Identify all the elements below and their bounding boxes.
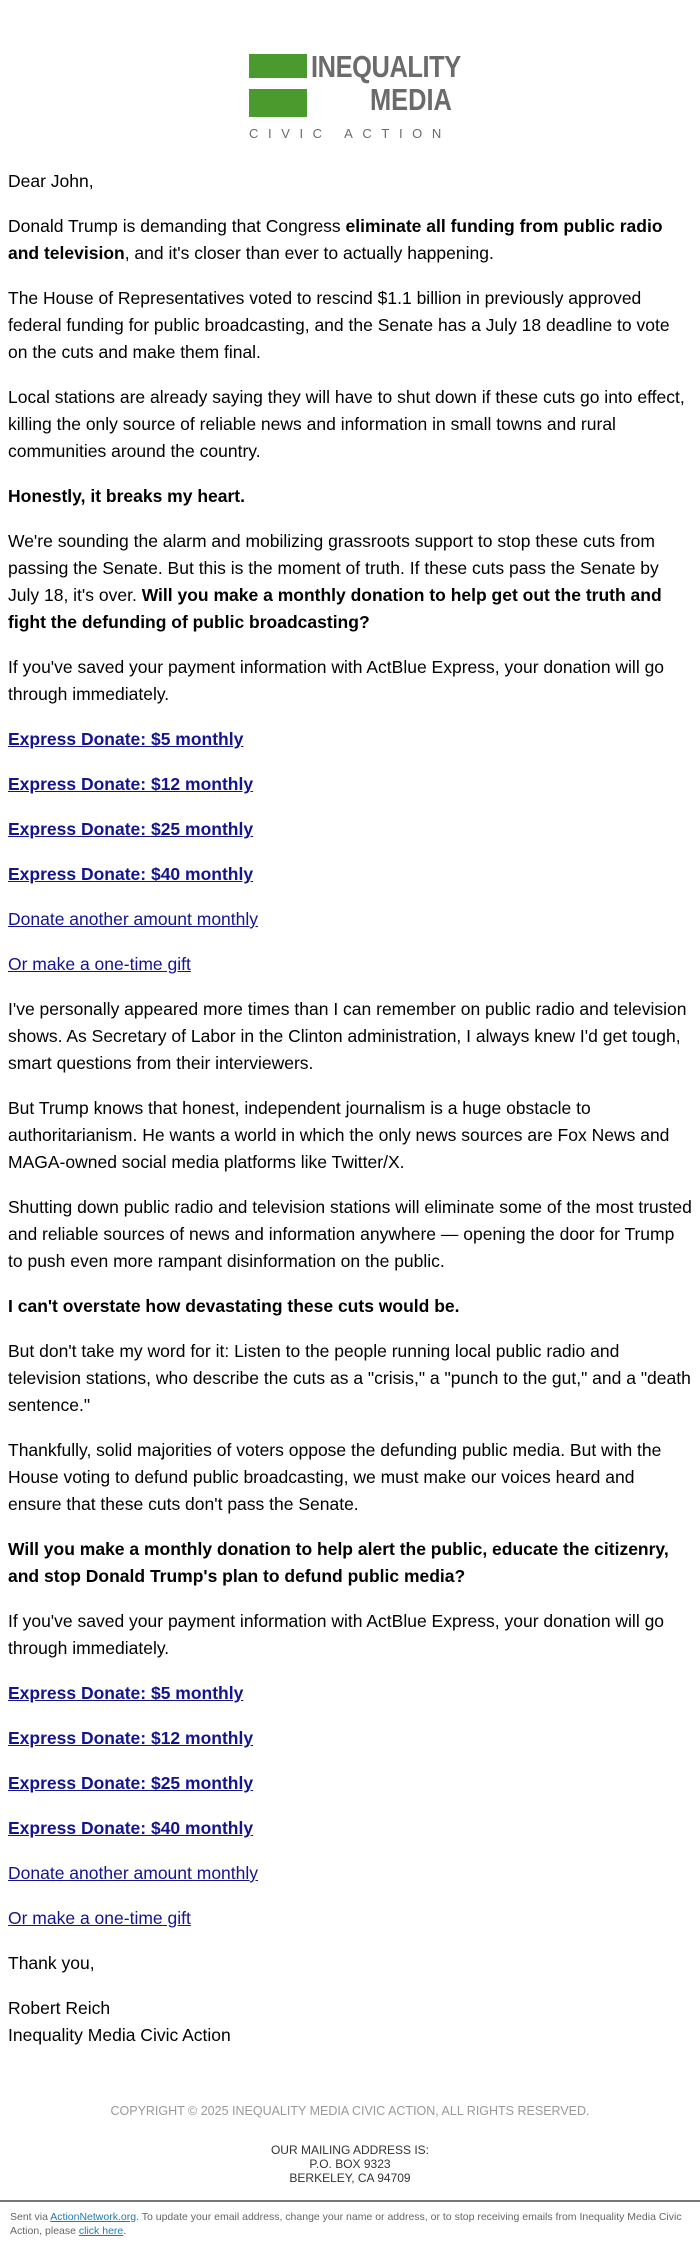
p10-bold: I can't overstate how devastating these cuts would be. — [8, 1296, 460, 1316]
p13-bold: Will you make a monthly donation to help alert the public, educate the citizenry, and stop Donald Trump's plan to defund public media? — [8, 1539, 669, 1586]
greeting: Dear John, — [8, 171, 94, 191]
express-donate-40-link-2[interactable]: Express Donate: $40 monthly — [8, 1818, 254, 1838]
paragraph-12: Thankfully, solid majorities of voters oppose the defunding public media. But with the House voting to defund public broadcasting, we must make our voices heard and ensure that these cuts don't pass the Senate. — [8, 1440, 662, 1514]
donate-other-amount-link-2[interactable]: Donate another amount monthly — [8, 1863, 259, 1883]
brand-logo — [0, 50, 700, 142]
p1-text-bold: eliminate all funding from public radio and television — [8, 216, 663, 263]
donate-link-row — [8, 726, 692, 753]
express-donate-25-link[interactable]: Express Donate: $25 monthly — [8, 819, 254, 839]
donate-other-amount-link[interactable]: Donate another amount monthly — [8, 909, 259, 929]
paragraph-9: Shutting down public radio and television stations will eliminate some of the most trusted and reliable sources of news and information anywhere — opening the door for Trump to push even more rampant disinformation on the public. — [8, 1197, 692, 1271]
unsubscribe-link[interactable]: click here — [78, 2225, 124, 2237]
donate-link-row — [8, 951, 692, 978]
donate-link-row — [8, 861, 692, 888]
donate-link-row — [8, 1860, 692, 1887]
one-time-gift-link[interactable]: Or make a one-time gift — [8, 954, 191, 974]
logo-bars — [249, 54, 307, 128]
closing: Thank you, — [8, 1953, 95, 1973]
p4-bold: Honestly, it breaks my heart. — [8, 486, 245, 506]
logo-word-civic-action: CIVIC ACTION — [249, 126, 451, 141]
paragraph-8: But Trump knows that honest, independent journalism is a huge obstacle to authoritarianism. He wants a world in which the only news sources are Fox News and MAGA-owned social media platforms like Twitter/X. — [8, 1098, 670, 1172]
logo-word-media: MEDIA — [370, 82, 452, 117]
sent-via-prefix: Sent via — [10, 2211, 51, 2223]
donate-link-row — [8, 771, 692, 798]
donate-link-row — [8, 1680, 692, 1707]
paragraph-2: The House of Representatives voted to rescind $1.1 billion in previously approved federal funding for public broadcasting, and the Senate has a July 18 deadline to vote on the cuts and make them final. — [8, 288, 670, 362]
express-donate-12-link-2[interactable]: Express Donate: $12 monthly — [8, 1728, 254, 1748]
express-donate-12-link[interactable]: Express Donate: $12 monthly — [8, 774, 254, 794]
paragraph-1 — [8, 213, 692, 267]
paragraph-14: If you've saved your payment information with ActBlue Express, your donation will go through immediately. — [8, 1611, 665, 1658]
footer-divider — [0, 2200, 700, 2202]
logo-bar-bottom — [249, 89, 307, 117]
p5-text-bold: Will you make a monthly donation to help get out the truth and fight the defunding of public broadcasting? — [8, 585, 662, 632]
paragraph-7: I've personally appeared more times than I can remember on public radio and television shows. As Secretary of Labor in the Clinton administration, I always knew I'd get tough, smart questions from their interviewers. — [8, 999, 687, 1073]
mailing-address-line-1: P.O. BOX 9323 — [309, 2157, 391, 2171]
donate-link-row — [8, 816, 692, 843]
express-donate-25-link-2[interactable]: Express Donate: $25 monthly — [8, 1773, 254, 1793]
donate-link-row — [8, 1725, 692, 1752]
one-time-gift-link-2[interactable]: Or make a one-time gift — [8, 1908, 191, 1928]
action-network-link[interactable]: ActionNetwork.org — [50, 2211, 137, 2223]
email-body — [8, 168, 692, 2067]
paragraph-3: Local stations are already saying they will have to shut down if these cuts go into effect, killing the only source of reliable news and information in small towns and rural communities around the country. — [8, 387, 685, 461]
mailing-address-line-2: BERKELEY, CA 94709 — [289, 2171, 411, 2185]
paragraph-11: But don't take my word for it: Listen to the people running local public radio and television stations, who describe the cuts as a "crisis," a "punch to the gut," and a "death sentence." — [8, 1341, 691, 1415]
mailing-address-heading: OUR MAILING ADDRESS IS: — [270, 2143, 430, 2157]
logo-bar-top — [249, 54, 307, 78]
signature-name: Robert Reich — [8, 1998, 111, 2018]
signature-org: Inequality Media Civic Action — [8, 2025, 231, 2045]
sent-via-notice — [10, 2210, 690, 2238]
p5-text-a: We're sounding the alarm and mobilizing grassroots support to stop these cuts from passing the Senate. But this is the moment of truth. If these cuts pass the Senate by July 18, it's over. — [8, 531, 659, 605]
paragraph-6: If you've saved your payment information with ActBlue Express, your donation will go through immediately. — [8, 657, 665, 704]
express-donate-40-link[interactable]: Express Donate: $40 monthly — [8, 864, 254, 884]
sent-via-middle: . To update your email address, change your name or address, or to stop receiving emails from Inequality Media Civic Action, please — [10, 2211, 682, 2237]
express-donate-5-link[interactable]: Express Donate: $5 monthly — [8, 729, 244, 749]
p1-text-a: Donald Trump is demanding that Congress — [8, 216, 346, 236]
paragraph-5 — [8, 528, 692, 636]
donate-link-row — [8, 906, 692, 933]
donate-link-row — [8, 1770, 692, 1797]
paragraph-4 — [8, 483, 692, 510]
paragraph-13 — [8, 1536, 692, 1590]
express-donate-5-link-2[interactable]: Express Donate: $5 monthly — [8, 1683, 244, 1703]
email-footer — [0, 2103, 700, 2185]
p1-text-c: , and it's closer than ever to actually happening. — [124, 243, 494, 263]
logo-word-inequality: INEQUALITY — [311, 49, 461, 84]
donate-link-row — [8, 1905, 692, 1932]
sent-via-suffix: . — [123, 2225, 127, 2237]
mailing-address — [0, 2143, 700, 2185]
copyright-notice: COPYRIGHT © 2025 INEQUALITY MEDIA CIVIC ACTION, ALL RIGHTS RESERVED. — [110, 2104, 590, 2118]
paragraph-10 — [8, 1293, 692, 1320]
donate-link-row — [8, 1815, 692, 1842]
signature — [8, 1995, 692, 2049]
